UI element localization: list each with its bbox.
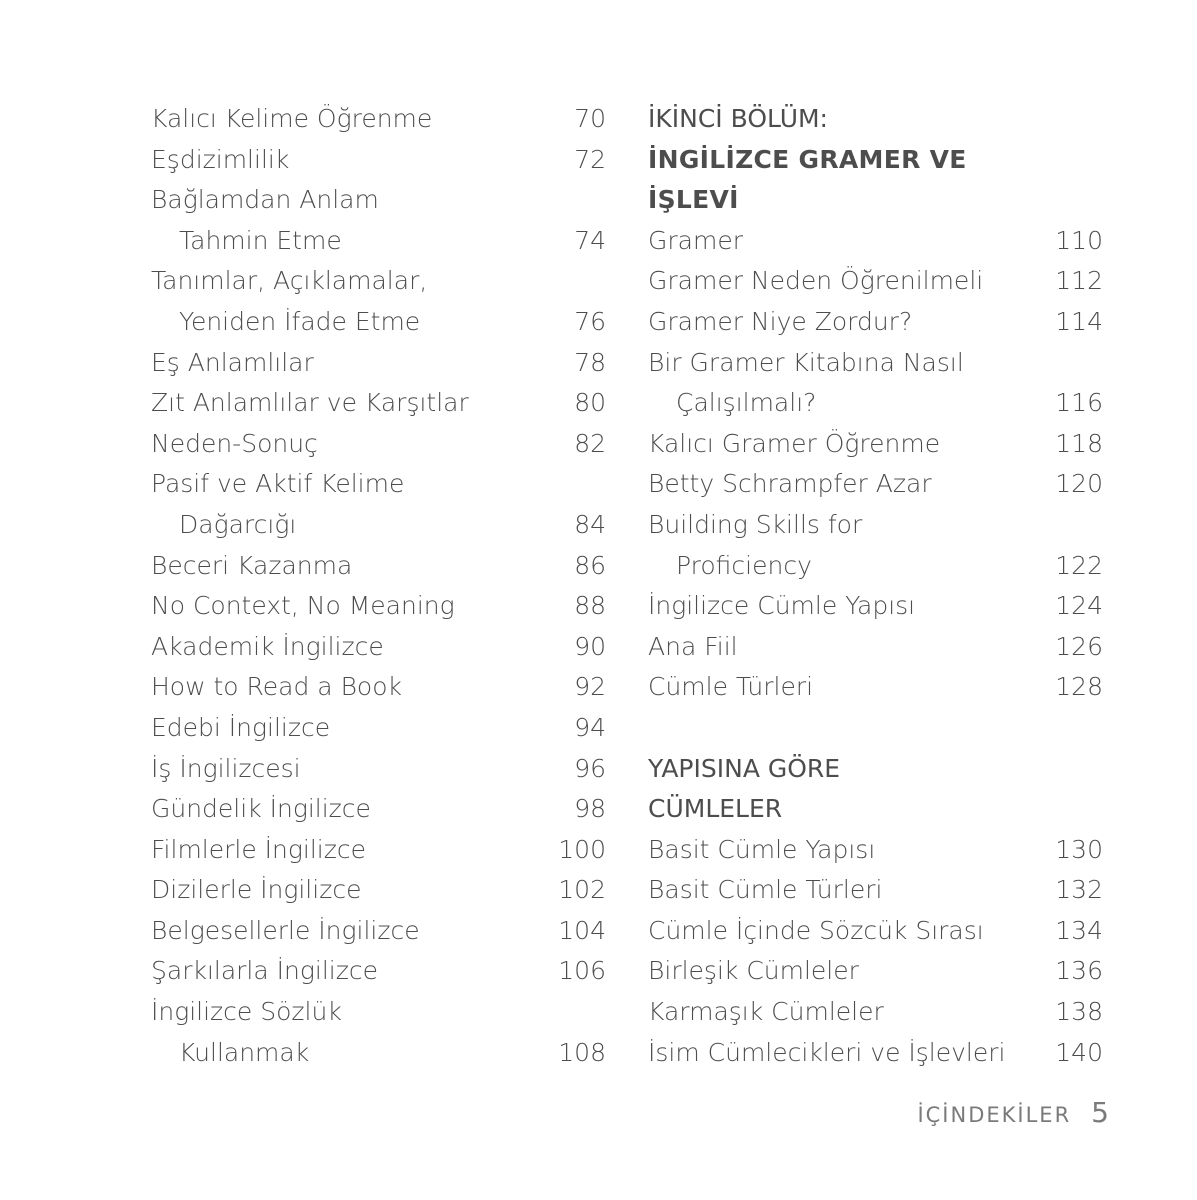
toc-entry-title: CÜMLELER [648, 794, 783, 824]
toc-entry-page: 84 [574, 509, 606, 539]
toc-entry-page: 114 [1055, 306, 1103, 336]
toc-entry-title: Gramer Neden Öğrenilmeli [648, 266, 984, 296]
toc-entry-title: İsim Cümlecikleri ve İşlevleri [648, 1037, 1006, 1067]
page-footer [917, 1096, 1109, 1129]
toc-entry-title: Kalıcı Kelime Öğrenme [151, 104, 433, 133]
toc-entry-page: 88 [574, 591, 606, 621]
toc-section-heading [648, 749, 1103, 790]
toc-entry [151, 667, 606, 708]
toc-entry-title: İŞLEVİ [648, 185, 739, 215]
toc-entry-title: Cümle İçinde Sözcük Sırası [648, 915, 984, 945]
toc-entry-title: Gündelik İngilizce [151, 794, 371, 824]
toc-entry-title: Birleşik Cümleler [648, 956, 859, 986]
toc-entry [151, 505, 606, 546]
toc-entry-title: How to Read a Book [151, 672, 403, 702]
toc-entry-page: 120 [1055, 469, 1103, 499]
toc-spacer [648, 708, 1103, 749]
toc-entry [648, 221, 1103, 262]
toc-entry [648, 911, 1103, 952]
toc-entry-page: 130 [1055, 834, 1103, 864]
toc-entry-page: 128 [1055, 672, 1103, 702]
toc-entry-title: Gramer [648, 225, 743, 255]
toc-entry [151, 870, 606, 911]
toc-entry [151, 749, 606, 790]
toc-entry [648, 586, 1103, 627]
toc-entry [151, 383, 606, 424]
toc-entry-title: Proficiency [676, 550, 812, 580]
footer-section-label: İÇİNDEKİLER [917, 1103, 1072, 1127]
toc-entry [151, 99, 606, 140]
toc-entry [151, 464, 606, 505]
toc-entry-page: 90 [574, 631, 606, 661]
toc-entry-title: İngilizce Cümle Yapısı [648, 591, 916, 621]
toc-entry-page: 76 [574, 306, 606, 336]
toc-entry-page: 70 [574, 104, 606, 133]
toc-entry [151, 992, 606, 1033]
toc-entry [648, 667, 1103, 708]
toc-entry-title: Eş Anlamlılar [151, 347, 314, 377]
footer-page-number: 5 [1091, 1096, 1109, 1129]
toc-entry-title: Ana Fiil [648, 631, 738, 661]
toc-entry-page: 108 [558, 1037, 606, 1067]
toc-right-column [648, 99, 1103, 1073]
toc-left-column [151, 99, 606, 1073]
toc-entry-title: Dağarcığı [179, 509, 297, 539]
toc-entry-title: Filmlerle İngilizce [151, 834, 366, 864]
toc-entry-title: No Context, No Meaning [151, 591, 455, 621]
toc-entry-page: 132 [1055, 875, 1103, 905]
toc-entry-page: 78 [574, 347, 606, 377]
toc-entry [648, 992, 1103, 1033]
toc-entry [151, 261, 606, 302]
toc-entry-page: 102 [558, 875, 606, 905]
toc-entry-title: Gramer Niye Zordur? [648, 306, 913, 336]
toc-entry-title: Kalıcı Gramer Öğrenme [648, 428, 941, 458]
toc-entry-page: 94 [574, 712, 606, 742]
toc-entry-page: 124 [1055, 591, 1103, 621]
toc-entry [648, 261, 1103, 302]
toc-entry [648, 1033, 1103, 1074]
toc-entry-page: 80 [574, 388, 606, 418]
toc-entry-page: 112 [1055, 266, 1103, 296]
toc-entry-title: Beceri Kazanma [151, 550, 353, 580]
toc-entry-page: 134 [1055, 915, 1103, 945]
toc-entry [151, 911, 606, 952]
toc-entry [648, 302, 1103, 343]
toc-entry-page: 92 [574, 672, 606, 702]
toc-entry-title: Şarkılarla İngilizce [151, 956, 378, 986]
toc-entry [151, 546, 606, 587]
toc-entry [151, 789, 606, 830]
toc-entry [648, 870, 1103, 911]
toc-entry [648, 830, 1103, 871]
toc-section-heading [648, 789, 1103, 830]
toc-entry-page: 140 [1055, 1037, 1103, 1067]
toc-entry-title: Basit Cümle Türleri [648, 875, 883, 905]
toc-entry-page: 138 [1055, 997, 1103, 1027]
toc-entry [648, 343, 1103, 384]
toc-entry [648, 627, 1103, 668]
toc-entry-title: İngilizce Sözlük [151, 997, 342, 1027]
toc-entry [648, 464, 1103, 505]
toc-entry [151, 708, 606, 749]
toc-entry-page: 100 [558, 834, 606, 864]
toc-entry [151, 180, 606, 221]
toc-entry-title: Yeniden İfade Etme [179, 306, 421, 336]
toc-entry-title: Bağlamdan Anlam [151, 185, 379, 215]
toc-entry-title: Tahmin Etme [179, 225, 342, 255]
toc-entry-page: 136 [1055, 956, 1103, 986]
toc-entry-title: Kullanmak [179, 1037, 310, 1067]
toc-entry-title: İKİNCİ BÖLÜM: [648, 104, 828, 133]
toc-entry-page: 118 [1055, 428, 1103, 458]
toc-entry-title: Dizilerle İngilizce [151, 875, 362, 905]
toc-entry-title: Building Skills for [648, 509, 863, 539]
toc-entry-title: Eşdizimlilik [151, 144, 290, 174]
toc-entry [151, 1033, 606, 1074]
toc-entry-page: 86 [574, 550, 606, 580]
toc-section-heading [648, 99, 1103, 140]
toc-entry-title: Edebi İngilizce [151, 712, 331, 742]
toc-entry [648, 505, 1103, 546]
toc-entry-title: Betty Schrampfer Azar [648, 469, 932, 499]
toc-entry [648, 424, 1103, 465]
toc-entry [648, 546, 1103, 587]
toc-entry-title: Bir Gramer Kitabına Nasıl [648, 347, 964, 377]
toc-entry-page: 104 [558, 915, 606, 945]
toc-entry-page: 82 [574, 428, 606, 458]
toc-entry-page: 110 [1055, 225, 1103, 255]
toc-entry-title: Karmaşık Cümleler [648, 997, 884, 1027]
toc-entry [151, 140, 606, 181]
toc-entry-title: İş İngilizcesi [151, 753, 301, 783]
toc-entry [151, 951, 606, 992]
toc-entry-page: 106 [558, 956, 606, 986]
toc-entry [151, 627, 606, 668]
toc-entry [151, 302, 606, 343]
toc-entry-title: İNGİLİZCE GRAMER VE [648, 144, 967, 174]
toc-entry-title: Pasif ve Aktif Kelime [151, 469, 405, 499]
toc-entry [151, 586, 606, 627]
toc-entry [151, 343, 606, 384]
toc-entry-title: Akademik İngilizce [151, 631, 384, 661]
toc-entry [151, 221, 606, 262]
toc-section-heading [648, 140, 1103, 181]
toc-entry-page: 126 [1055, 631, 1103, 661]
toc-entry [151, 830, 606, 871]
toc-entry-title: Belgesellerle İngilizce [151, 915, 420, 945]
toc-entry-title: Çalışılmalı? [676, 388, 817, 418]
toc-entry-title: YAPISINA GÖRE [648, 753, 841, 783]
toc-entry-page: 72 [574, 144, 606, 174]
toc-entry [151, 424, 606, 465]
toc-entry-page: 74 [574, 225, 606, 255]
toc-entry-title: Neden-Sonuç [151, 428, 318, 458]
toc-entry-title: Zıt Anlamlılar ve Karşıtlar [151, 388, 469, 418]
toc-entry-page: 96 [574, 753, 606, 783]
toc-entry [648, 383, 1103, 424]
toc-entry-title: Basit Cümle Yapısı [648, 834, 876, 864]
toc-entry-page: 116 [1055, 388, 1103, 418]
toc-section-heading [648, 180, 1103, 221]
toc-entry-title: Cümle Türleri [648, 672, 814, 702]
toc-entry-title: Tanımlar, Açıklamalar, [151, 266, 428, 296]
toc-entry-page: 122 [1055, 550, 1103, 580]
toc-entry [648, 951, 1103, 992]
toc-entry-page: 98 [574, 794, 606, 824]
